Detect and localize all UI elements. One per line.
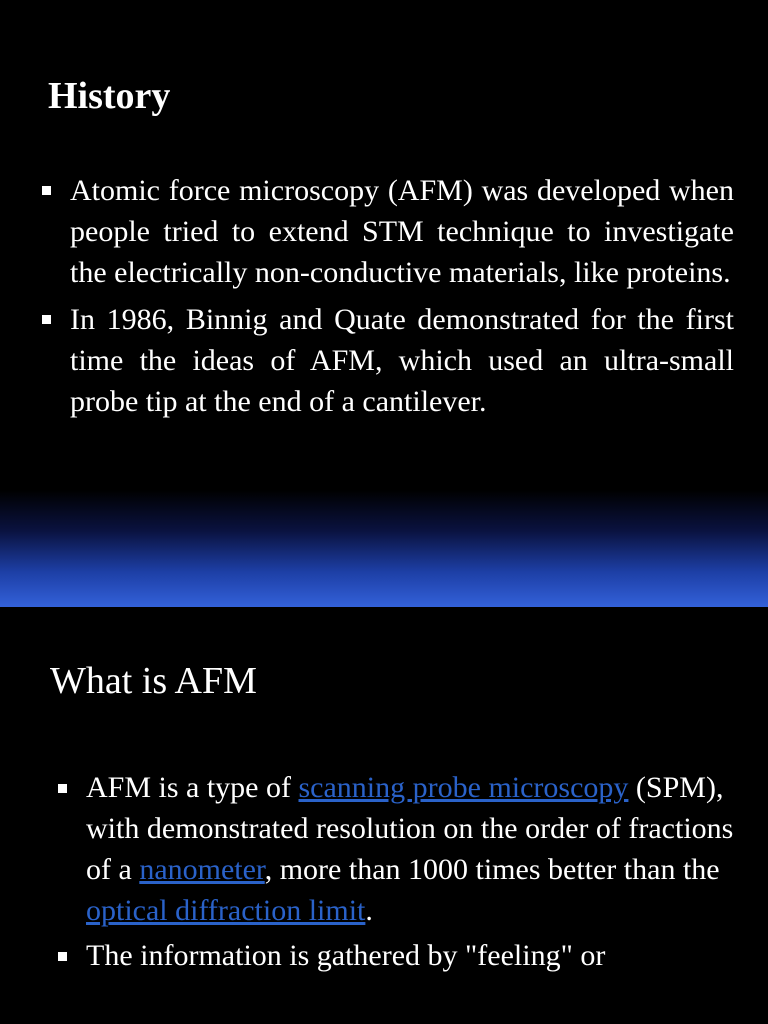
history-slide xyxy=(0,0,768,490)
what-is-afm-slide xyxy=(0,607,768,1024)
history-bullet-list xyxy=(40,170,734,428)
bullet-text: (SPM), with demonstrated resolution on the order of fractions of a xyxy=(86,771,734,886)
square-bullet-icon xyxy=(42,186,51,195)
square-bullet-icon xyxy=(42,315,51,324)
what-is-afm-title: What is AFM xyxy=(50,660,257,702)
square-bullet-icon xyxy=(58,952,67,961)
bullet-text: Atomic force microscopy (AFM) was developed when people tried to extend STM technique to investigate the electrically non-conductive materials, like proteins. xyxy=(70,174,734,289)
square-bullet-icon xyxy=(58,784,67,793)
afm-bullet-list xyxy=(56,767,736,980)
list-item xyxy=(40,299,734,422)
scanning-probe-microscopy-link[interactable]: scanning probe microscopy xyxy=(298,771,629,804)
bullet-text: . xyxy=(365,894,373,927)
history-title: History xyxy=(48,75,171,117)
list-item xyxy=(40,170,734,293)
slide-divider-gradient xyxy=(0,490,768,607)
bullet-text: , more than 1000 times better than the xyxy=(264,853,720,886)
list-item xyxy=(56,935,736,976)
bullet-text: AFM is a type of xyxy=(86,771,299,804)
nanometer-link[interactable]: nanometer xyxy=(139,853,265,886)
bullet-text: The information is gathered by "feeling" or xyxy=(86,939,606,972)
bullet-text: In 1986, Binnig and Quate demonstrated for the first time the ideas of AFM, which used an ultra-small probe tip at the end of a cantilever. xyxy=(70,303,734,418)
optical-diffraction-limit-link[interactable]: optical diffraction limit xyxy=(86,894,366,927)
list-item xyxy=(56,767,736,931)
